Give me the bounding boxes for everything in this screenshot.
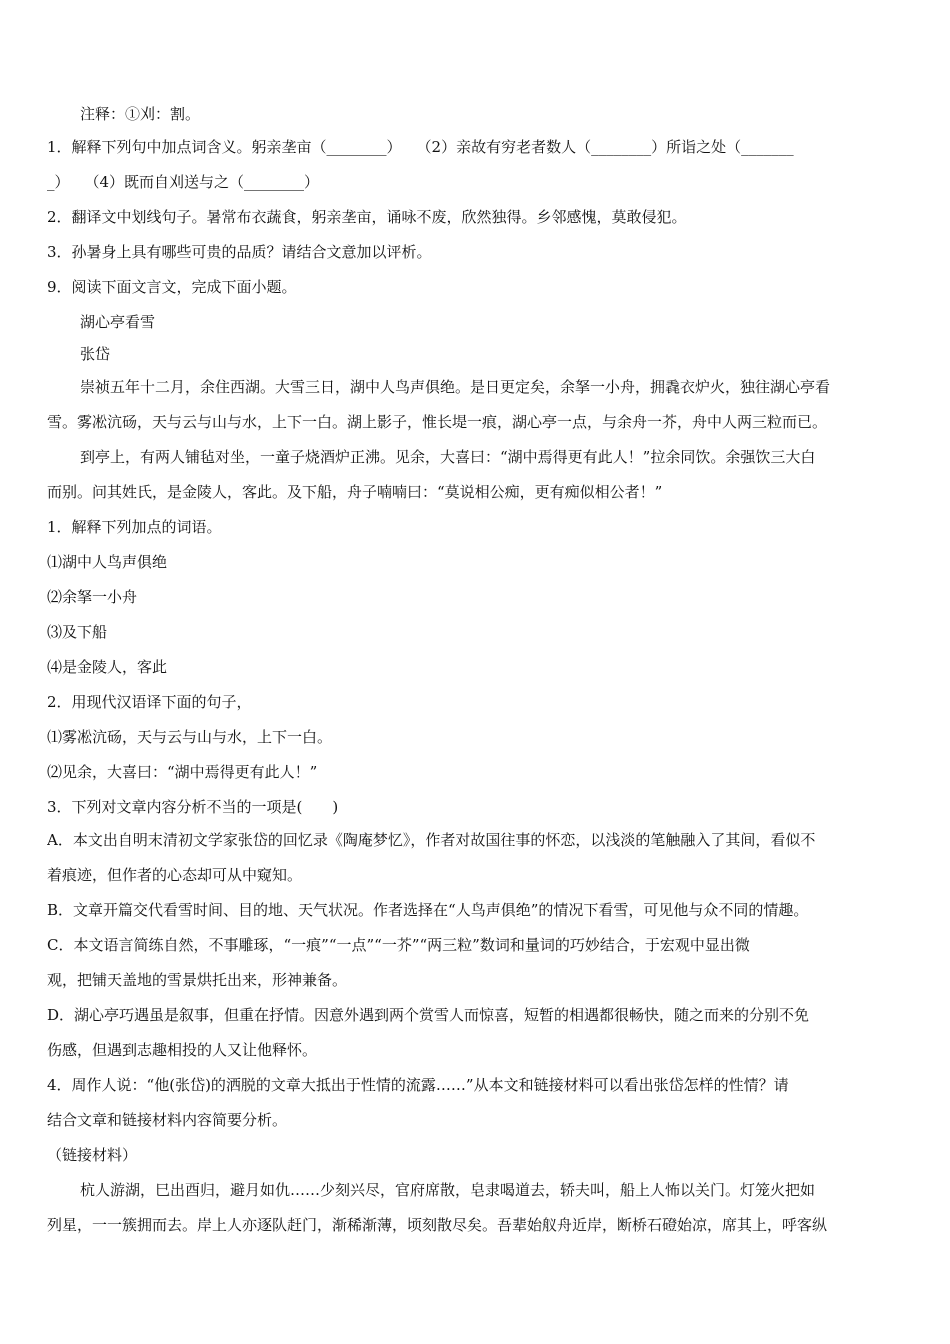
sub-question-2-item-1: ⑴雾凇沆砀，天与云与山与水，上下一白。: [47, 728, 333, 746]
option-d-line-2: 伤感，但遇到志趣相投的人又让他释怀。: [47, 1041, 318, 1059]
sub-question-1-item-3: ⑶及下船: [47, 623, 108, 641]
question-1-line-1: 1．解释下列句中加点词含义。躬亲垄亩（________） （2）亲故有穷老者数人（________）所诣之处（_______: [47, 138, 794, 156]
sub-question-3: 3．下列对文章内容分析不当的一项是( ): [47, 798, 339, 816]
sub-question-1-item-2: ⑵余拏一小舟: [47, 588, 138, 606]
question-9: 9．阅读下面文言文，完成下面小题。: [47, 278, 297, 296]
option-c-line-2: 观，把铺天盖地的雪景烘托出来，形神兼备。: [47, 971, 348, 989]
passage-title: 湖心亭看雪: [80, 313, 156, 331]
sub-question-4-line-2: 结合文章和链接材料内容简要分析。: [47, 1111, 288, 1129]
option-d-line-1: D．湖心亭巧遇虽是叙事，但重在抒情。因意外遇到两个赏雪人而惊喜，短暂的相遇都很畅快，随之而来的分别不免: [47, 1006, 810, 1024]
sub-question-2-item-2: ⑵见余，大喜曰：“湖中焉得更有此人！”: [47, 763, 318, 781]
option-b: B．文章开篇交代看雪时间、目的地、天气状况。作者选择在“人鸟声俱绝”的情况下看雪，可见他与众不同的情趣。: [47, 901, 809, 919]
passage-para-2-line-1: 到亭上，有两人铺毡对坐，一童子烧酒炉正沸。见余，大喜曰：“湖中焉得更有此人！”拉余同饮。余强饮三大白: [80, 448, 816, 466]
question-2: 2．翻译文中划线句子。暑常布衣蔬食，躬亲垄亩，诵咏不废，欣然独得。乡邻感愧，莫敢侵犯。: [47, 208, 687, 226]
option-a-line-2: 着痕迹，但作者的心态却可从中窥知。: [47, 866, 303, 884]
sub-question-4-line-1: 4．周作人说：“他(张岱)的洒脱的文章大抵出于性情的流露……”从本文和链接材料可以看出张岱怎样的性情？请: [47, 1076, 789, 1094]
question-3: 3．孙暑身上具有哪些可贵的品质？请结合文意加以评析。: [47, 243, 432, 261]
passage-para-1-line-2: 雪。雾凇沆砀，天与云与山与水，上下一白。湖上影子，惟长堤一痕，湖心亭一点，与余舟一芥，舟中人两三粒而已。: [47, 413, 828, 431]
question-1-line-2: _） （4）既而自刈送与之（________）: [47, 173, 320, 191]
option-c-line-1: C．本文语言简练自然，不事雕琢，“一痕”“一点”“一芥”“两三粒”数词和量词的巧妙结合，于宏观中显出微: [47, 936, 750, 954]
sub-question-2: 2．用现代汉语译下面的句子，: [47, 693, 252, 711]
option-a-line-1: A．本文出自明末清初文学家张岱的回忆录《陶庵梦忆》，作者对故国往事的怀恋，以浅淡的笔触融入了其间，看似不: [47, 831, 816, 849]
passage-para-2-line-2: 而别。问其姓氏，是金陵人，客此。及下船，舟子喃喃曰：“莫说相公痴，更有痴似相公者！”: [47, 483, 663, 501]
sub-question-1-item-4: ⑷是金陵人，客此: [47, 658, 168, 676]
passage-author: 张岱: [80, 345, 111, 363]
passage-para-1-line-1: 崇祯五年十二月，余住西湖。大雪三日，湖中人鸟声俱绝。是日更定矣，余拏一小舟，拥毳衣炉火，独往湖心亭看: [80, 378, 831, 396]
sub-question-1-item-1: ⑴湖中人鸟声俱绝: [47, 553, 168, 571]
annotation-note: 注释：①刈：割。: [80, 105, 201, 123]
linked-material-label: （链接材料）: [47, 1146, 138, 1164]
linked-material-line-2: 列星，一一簇拥而去。岸上人亦逐队赶门，渐稀渐薄，顷刻散尽矣。吾辈始舣舟近岸，断桥石磴始凉，席其上，呼客纵: [47, 1216, 828, 1234]
sub-question-1: 1．解释下列加点的词语。: [47, 518, 222, 536]
linked-material-line-1: 杭人游湖，巳出酉归，避月如仇……少刻兴尽，官府席散，皂隶喝道去，轿夫叫，船上人怖以关门。灯笼火把如: [80, 1181, 816, 1199]
